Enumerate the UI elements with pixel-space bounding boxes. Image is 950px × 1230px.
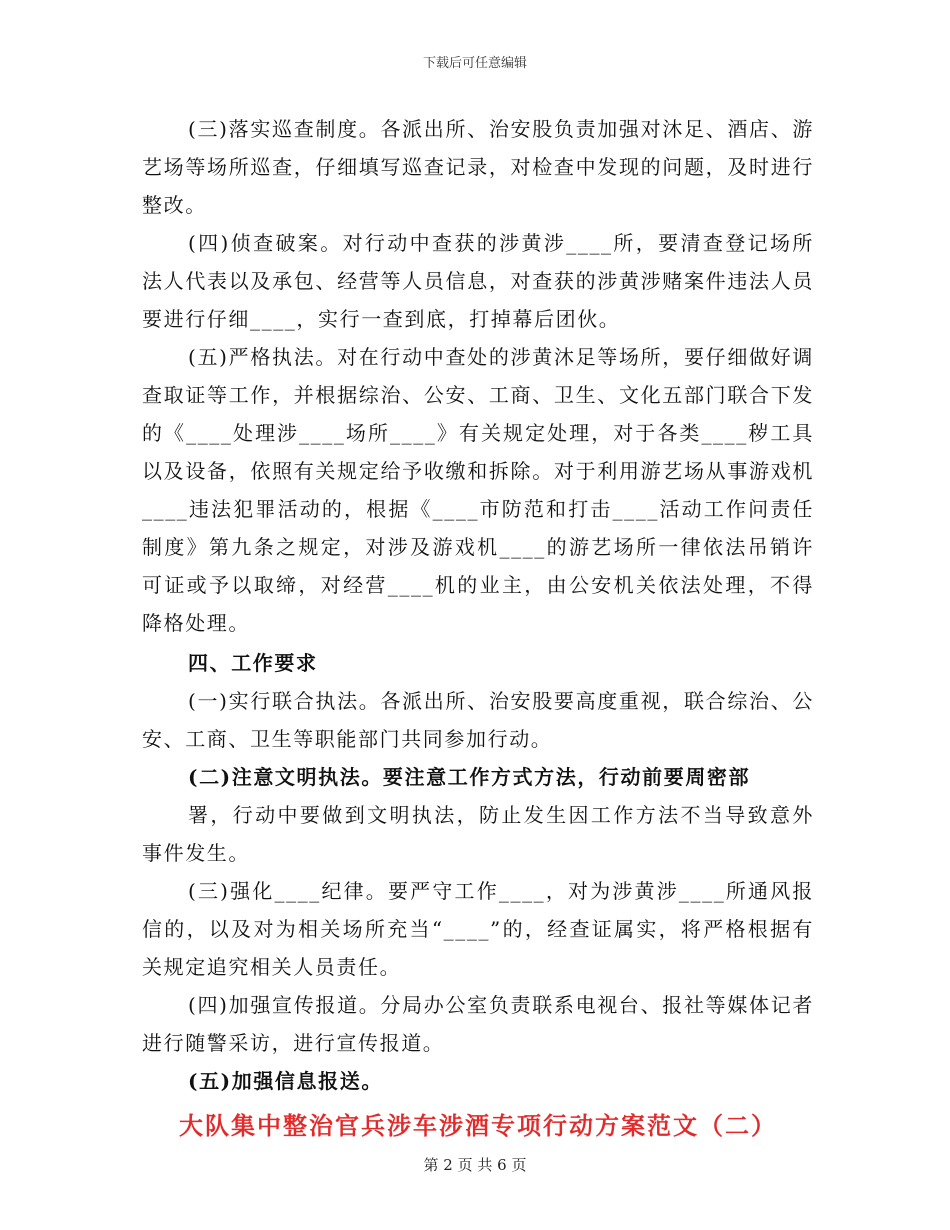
page-header: 下载后可任意编辑 — [422, 56, 527, 71]
next-document-title: 大队集中整治官兵涉车涉酒专项行动方案范文（二） — [179, 1111, 777, 1140]
requirement-joint-enforcement: (一)实行联合执法。各派出所、治安股要高度重视，联合综治、公安、工商、卫生等职能部门共同参加行动。 — [142, 689, 814, 751]
requirement-civil-enforcement-body: 署，行动中要做到文明执法，防止发生因工作方法不当导致意外事件发生。 — [142, 803, 814, 865]
paragraph-enforcement: (五)严格执法。对在行动中查处的涉黄沐足等场所，要仔细做好调查取证等工作，并根据综治、公安、工商、卫生、文化五部门联合下发的《____处理涉____场所____》有关规定处理，对于各类____秽工具以及设备，依照有关规定给予收缴和拆除。对于利用游艺场从事游戏机____违法犯罪活动的，根据《____市防范和打击____活动工作问责任制度》第九条之规定，对涉及游戏机____的游艺场所一律依法吊销许可证或予以取缔，对经营____机的业主，由公安机关依法处理，不得降格处理。 — [142, 345, 814, 635]
paragraph-investigation: (四)侦查破案。对行动中查获的涉黄涉____所，要清查登记场所法人代表以及承包、经营等人员信息，对查获的涉黄涉赌案件违法人员要进行仔细____，实行一查到底，打掉幕后团伙。 — [142, 231, 814, 331]
paragraph-patrol: (三)落实巡查制度。各派出所、治安股负责加强对沐足、酒店、游艺场等场所巡查，仔细填写巡查记录，对检查中发现的问题，及时进行整改。 — [142, 117, 814, 217]
requirement-publicity: (四)加强宣传报道。分局办公室负责联系电视台、报社等媒体记者进行随警采访，进行宣传报道。 — [142, 993, 814, 1055]
requirement-info-reporting: (五)加强信息报送。 — [188, 1069, 383, 1093]
page-footer: 第 2 页 共 6 页 — [423, 1156, 527, 1174]
requirement-civil-enforcement-heading: (二)注意文明执法。要注意工作方式方法，行动前要周密部 — [188, 765, 751, 789]
section-heading: 四、工作要求 — [188, 651, 318, 675]
requirement-discipline: (三)强化____纪律。要严守工作____，对为涉黄涉____所通风报信的，以及对为相关场所充当“____”的，经查证属实，将严格根据有关规定追究相关人员责任。 — [142, 879, 814, 979]
document-body — [142, 110, 814, 1148]
